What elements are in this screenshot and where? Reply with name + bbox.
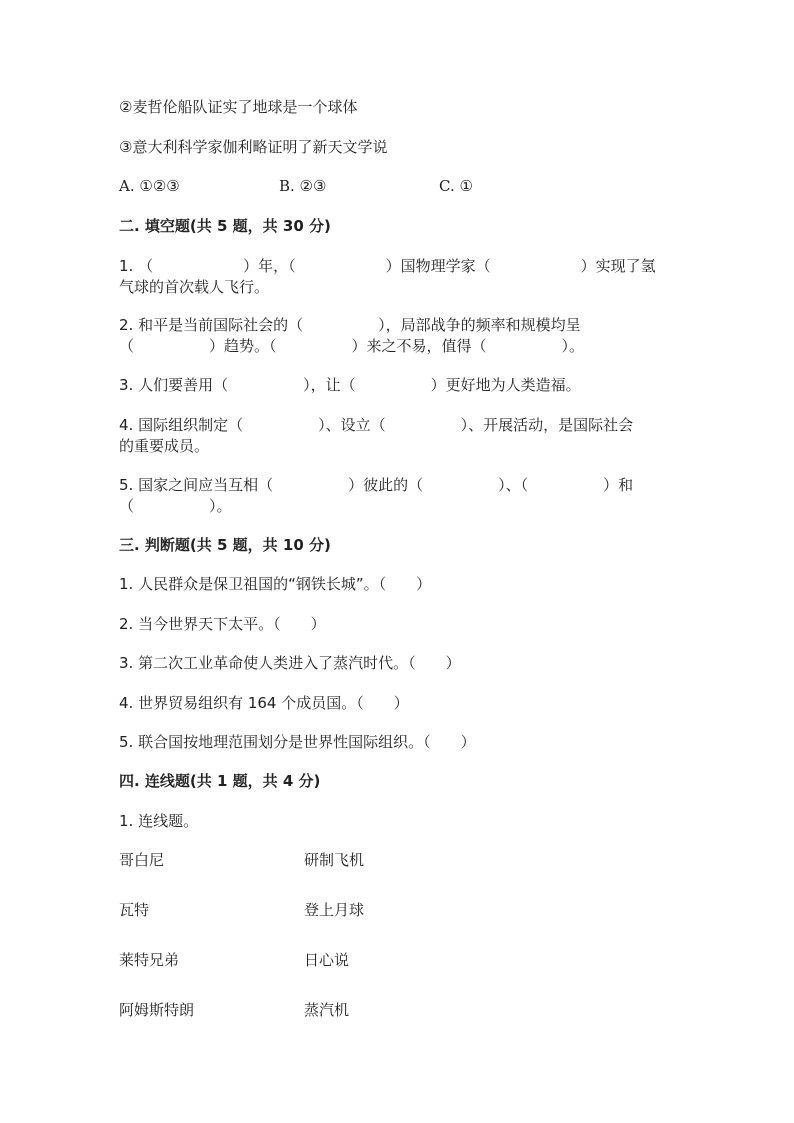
match-left-4: 阿姆斯特朗 bbox=[119, 1001, 195, 1019]
fill-q3: 3. 人们要善用（ ），让（ ）更好地为人类造福。 bbox=[119, 376, 581, 394]
choice-statement-3: ③意大利科学家伽利略证明了新天文学说 bbox=[119, 138, 388, 156]
judge-q5: 5. 联合国按地理范围划分是世界性国际组织。（ ） bbox=[119, 733, 476, 751]
judge-q2: 2. 当今世界天下太平。（ ） bbox=[119, 615, 326, 633]
fill-q2-line2: （ ）趋势。（ ）来之不易，值得（ ）。 bbox=[119, 337, 585, 355]
judge-q1: 1. 人民群众是保卫祖国的“钢铁长城”。（ ） bbox=[119, 575, 432, 593]
match-right-3: 日心说 bbox=[304, 951, 350, 969]
choice-statement-2: ②麦哲伦船队证实了地球是一个球体 bbox=[119, 98, 358, 116]
judge-q3: 3. 第二次工业革命使人类进入了蒸汽时代。（ ） bbox=[119, 654, 461, 672]
fill-q1-line2: 气球的首次载人飞行。 bbox=[119, 278, 270, 296]
fill-q5-line1: 5. 国家之间应当互相（ ）彼此的（ ）、（ ）和 bbox=[119, 476, 634, 494]
section-match-title: 四. 连线题(共 1 题，共 4 分) bbox=[119, 772, 321, 790]
match-right-2: 登上月球 bbox=[304, 901, 365, 919]
match-right-1: 研制飞机 bbox=[304, 851, 365, 869]
match-q1: 1. 连线题。 bbox=[119, 812, 199, 830]
fill-q1-line1: 1. （ ）年，（ ）国物理学家（ ）实现了氢 bbox=[119, 257, 656, 275]
fill-q5-line2: （ ）。 bbox=[119, 497, 232, 515]
fill-q2-line1: 2. 和平是当前国际社会的（ ），局部战争的频率和规模均呈 bbox=[119, 316, 581, 334]
match-left-1: 哥白尼 bbox=[119, 851, 165, 869]
match-right-4: 蒸汽机 bbox=[304, 1001, 350, 1019]
section-judge-title: 三. 判断题(共 5 题，共 10 分) bbox=[119, 536, 331, 554]
fill-q4-line1: 4. 国际组织制定（ ）、设立（ ）、开展活动，是国际社会 bbox=[119, 416, 634, 434]
match-left-3: 莱特兄弟 bbox=[119, 951, 180, 969]
match-left-2: 瓦特 bbox=[119, 901, 150, 919]
option-a: A. ①②③ bbox=[119, 177, 180, 195]
option-c: C. ① bbox=[439, 177, 473, 195]
option-b: B. ②③ bbox=[279, 177, 327, 195]
judge-q4: 4. 世界贸易组织有 164 个成员国。（ ） bbox=[119, 694, 409, 712]
section-fill-title: 二. 填空题(共 5 题，共 30 分) bbox=[119, 217, 331, 235]
fill-q4-line2: 的重要成员。 bbox=[119, 437, 210, 455]
